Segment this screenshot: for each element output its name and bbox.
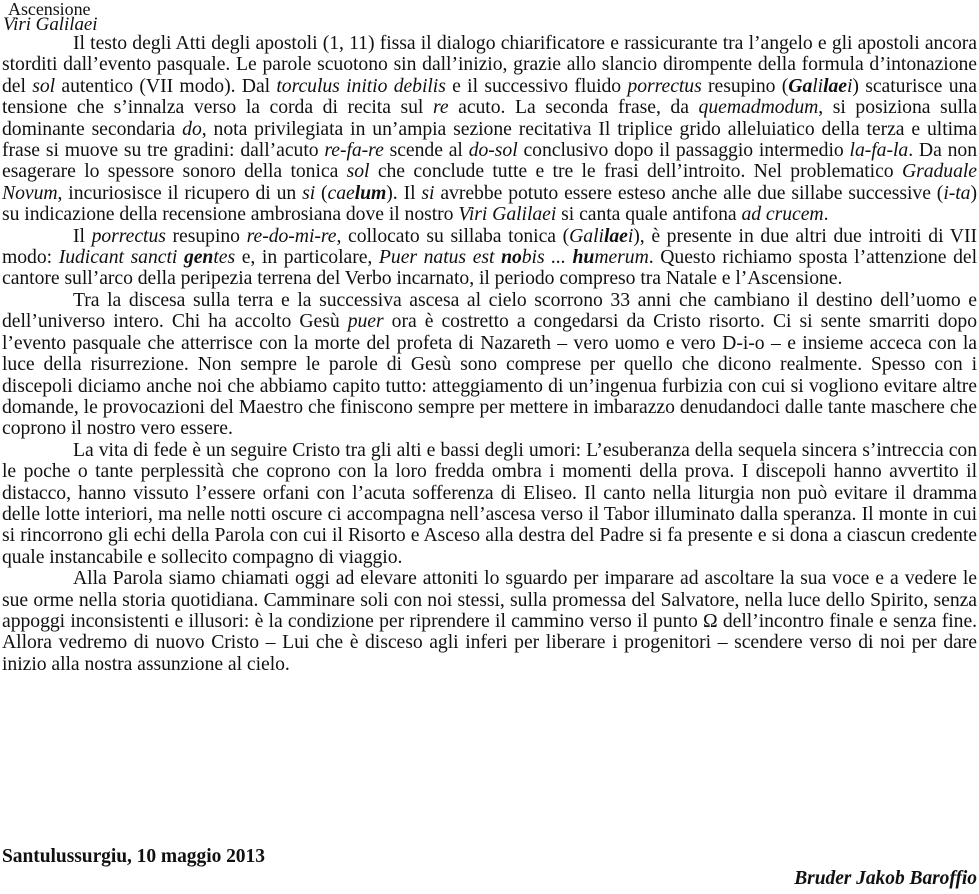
text-run: , incuriosisce il ricupero di un	[57, 181, 303, 204]
text-run: Il	[73, 224, 92, 247]
text-run: ) su indicazione della recensione ambrosiana dove il nostro	[2, 181, 977, 226]
italic-run: puer	[347, 310, 384, 333]
text-run: ), è presente in due altri due introiti di VII modo:	[2, 224, 977, 269]
italic-run: i	[627, 224, 634, 247]
paragraph-5	[2, 568, 977, 675]
italic-run: Viri Galilaei	[458, 203, 557, 226]
italic-run: ad crucem	[741, 203, 824, 226]
italic-run: li	[812, 74, 824, 97]
italic-run: quemadmodum	[698, 96, 819, 119]
paragraph-4	[2, 440, 977, 568]
place-date: Santulussurgiu, 10 maggio 2013	[2, 846, 265, 867]
text-run: che conclude tutte e tre le frasi dell’introito. Nel problematico	[369, 160, 902, 183]
italic-run: si	[421, 181, 435, 204]
italic-run: Gali	[569, 224, 604, 247]
italic-run: re	[432, 96, 449, 119]
text-run: Tra la discesa sulla terra e la successiva ascesa al cielo scorrono 33 anni che cambiano il destino dell’uomo e dell’universo intero. Chi ha accolto Gesù	[2, 288, 977, 333]
neume-run: hu	[572, 246, 595, 269]
neume-run: no	[501, 246, 522, 269]
document-title: Ascensione	[8, 0, 91, 19]
text-run: conclusivo dopo il passaggio intermedio	[517, 139, 850, 162]
text-run: . Questo richiamo sposta l’attenzione del cantore sull’arco della peripezia terrena del Verbo incarnato, il periodo compreso tra Natale e l’Ascensione.	[2, 246, 978, 290]
neume-run: gen	[183, 246, 214, 269]
paragraph-3	[2, 290, 977, 440]
text-run: Alla Parola siamo chiamati oggi ad elevare attoniti lo sguardo per imparare ad ascoltare la sua voce e a vedere le sue orme nella storia quotidiana. Camminare soli con noi stessi, sulla promessa del Salvatore, nella luce dello Spirito, senza appoggi inconsistenti e illusori: è la condizione per riprendere il cammino verso il punto Ω dell’incontro finale e senza fine. Allora vedremo di nuovo Cristo – Lui che è disceso agli inferi per liberare i progenitori – scendere verso di noi per dare inizio alla nostra assunzione al cielo.	[2, 567, 977, 675]
text-run: resupino	[165, 224, 247, 247]
italic-run: re-do-mi-re	[246, 224, 337, 247]
neume-run: lae	[823, 74, 847, 97]
text-run: resupino (	[701, 74, 789, 97]
text-run: acuto. La seconda frase, da	[448, 96, 699, 119]
italic-run: torculus initio debilis	[276, 74, 446, 97]
italic-run: do	[182, 117, 202, 140]
text-run: (	[315, 181, 328, 204]
neume-run: lae	[603, 224, 628, 247]
italic-run: si	[302, 181, 316, 204]
text-run: ) scaturisce una tensione che s’innalza verso la corda di recita sul	[2, 74, 977, 119]
text-run: , collocato su sillaba tonica (	[336, 224, 570, 247]
text-run: autentico (VII modo). Dal	[55, 74, 277, 97]
italic-run: tes	[213, 246, 236, 269]
text-run: scende al	[383, 139, 469, 162]
signature: Bruder Jakob Baroffio	[794, 868, 977, 889]
italic-run: i-ta	[943, 181, 971, 204]
neume-run: lum	[354, 181, 387, 204]
text-run: Il testo degli Atti degli apostoli (1, 11) fissa il dialogo chiarificatore e rassicurante tra l’angelo e gli apostoli ancora storditi dall’evento pasquale. Le parole scuotono sin dall’inizio, grazie allo slancio dirompente della formula d’intonazione del	[2, 32, 977, 97]
text-run: . Da non esagerare lo spessore sonoro della tonica	[2, 139, 977, 183]
italic-run: la-fa-la	[849, 139, 909, 162]
document-subtitle: Viri Galilaei	[3, 14, 98, 35]
neume-run: Ga	[788, 74, 813, 97]
paragraph-2	[2, 226, 977, 290]
paragraph-1	[2, 33, 977, 226]
italic-run: porrectus	[91, 224, 166, 247]
text-run: avrebbe potuto essere esteso anche alle due sillabe successive (	[434, 181, 944, 204]
text-run: e, in particolare,	[235, 246, 379, 269]
italic-run: Iudicant sancti	[58, 246, 184, 269]
italic-run: do-sol	[468, 139, 518, 162]
document-body	[2, 33, 977, 675]
text-run: ora è costretto a congedarsi da Cristo risorto. Ci si sente smarriti dopo l’evento pasquale che atterrisce con la morte del profeta di Nazareth – vero uomo e vero D-i-o – e insieme acceca con la luce della risurrezione. Non sempre le parole di Gesù sono comprese per quello che dicono realmente. Spesso con i discepoli diciamo anche noi che abbiamo capito tutto: atteggiamento di un’ingenua furbizia con cui si vogliono evitare altre domande, le provocazioni del Maestro che finiscono sempre per mettere in imbarazzo denudandoci dalle tante maschere che coprono il nostro vero essere.	[2, 310, 978, 440]
text-run: La vita di fede è un seguire Cristo tra gli alti e bassi degli umori: L’esuberanza della sequela sincera s’intreccia con le poche o tante perplessità che coprono con la loro fredda ombra i momenti della prova. I discepoli hanno avvertito il distacco, hanno vissuto l’essere orfani con l’acuta sofferenza di Eliseo. Il canto nella liturgia non può evitare il dramma delle lotte interiori, ma nelle notti oscure ci accompagna nell’ascesa verso il Tabor illuminato dalla speranza. Il monte in cui si rincorrono gli echi della Parola con cui il Risorto e Asceso alla destra del Padre si fa presente e si dona a ciascun credente quale instancabile e sollecito compagno di viaggio.	[2, 438, 977, 568]
italic-run: i	[847, 74, 853, 97]
italic-run: Puer natus est	[378, 246, 502, 269]
text-run: si canta quale antifona	[556, 203, 742, 226]
text-run: .	[823, 203, 829, 226]
italic-run: porrectus	[627, 74, 702, 97]
text-run: , nota privilegiata in un’ampia sezione recitativa Il triplice grido alleluiatico della terza e ultima frase si muove su tre gradini: dall’acuto	[2, 117, 977, 162]
italic-run: sol	[346, 160, 370, 183]
text-run: , si posiziona sulla dominante secondaria	[2, 96, 977, 140]
italic-run: merum	[594, 246, 649, 269]
italic-run: sol	[32, 74, 56, 97]
italic-run: bis ...	[521, 246, 573, 269]
italic-run: cae	[327, 181, 355, 204]
text-run: e il successivo fluido	[445, 74, 628, 97]
italic-run: Graduale Novum	[2, 160, 977, 204]
text-run: ). Il	[386, 181, 422, 204]
italic-run: re-fa-re	[324, 139, 384, 162]
